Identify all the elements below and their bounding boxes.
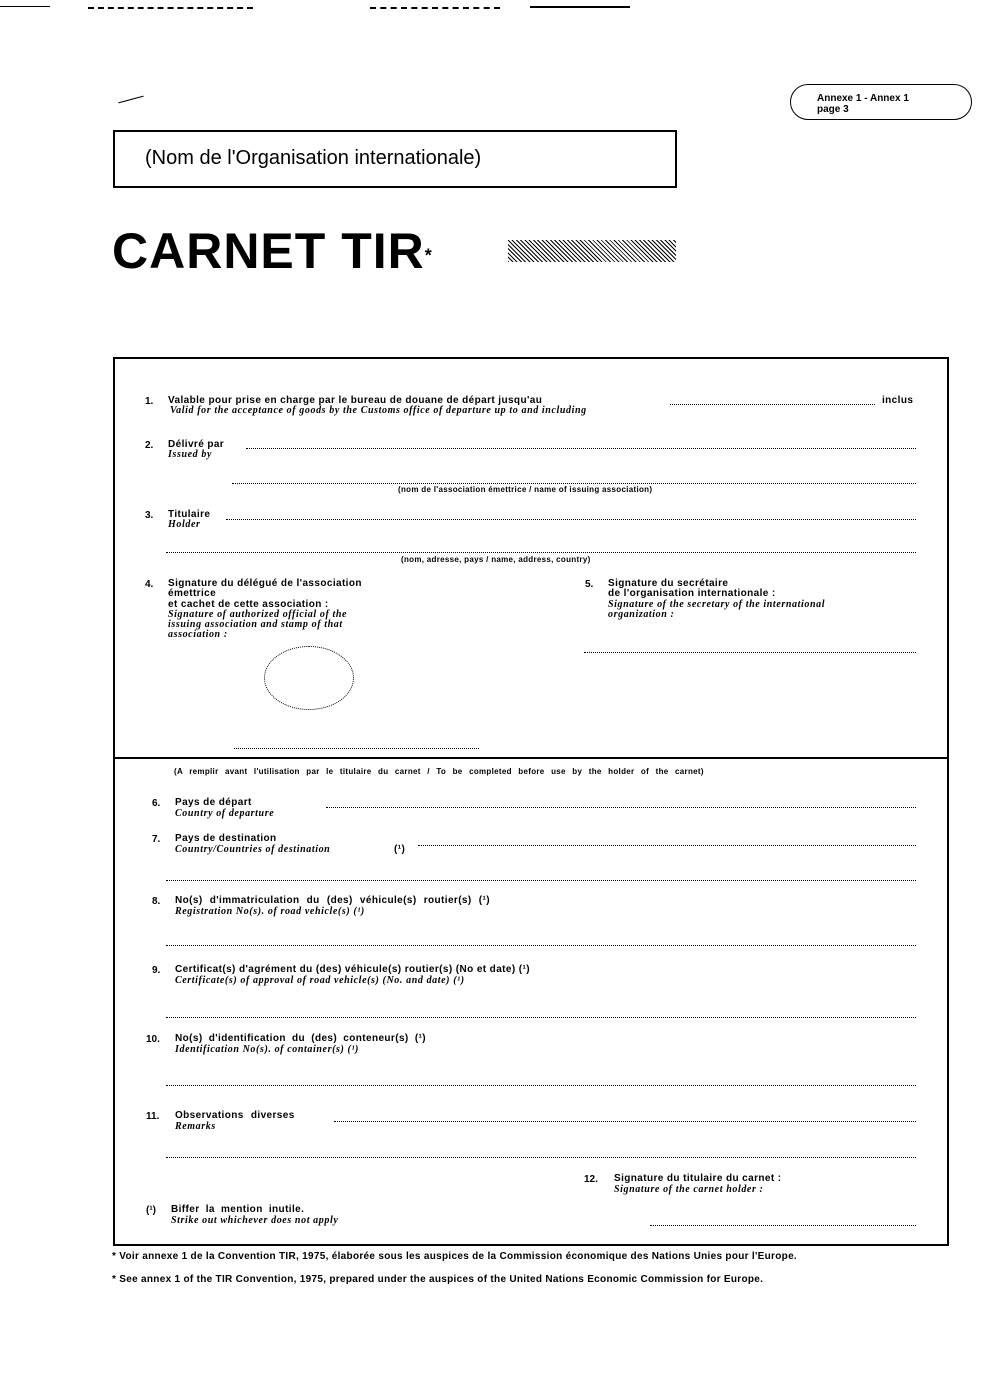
scan-artifact-top xyxy=(0,6,50,7)
item-9-certificate-field[interactable] xyxy=(166,1017,916,1018)
item-11-remarks-field-2[interactable] xyxy=(166,1157,916,1158)
item-9-label-en: Certificate(s) of approval of road vehicle(s) (No. and date) (¹) xyxy=(175,975,465,986)
item-11-label-en: Remarks xyxy=(175,1121,216,1132)
item-11-number: 11. xyxy=(146,1111,160,1122)
footnote-label-fr: Biffer la mention inutile. xyxy=(171,1204,305,1215)
item-8-label-fr: No(s) d'immatriculation du (des) véhicule(s) routier(s) (¹) xyxy=(175,895,490,906)
item-8-registration-field[interactable] xyxy=(166,945,916,946)
item-2-caption: (nom de l'association émettrice / name of issuing association) xyxy=(398,485,653,494)
item-6-number: 6. xyxy=(152,798,161,809)
item-4-label-fr-3: et cachet de cette association : xyxy=(168,599,329,610)
item-5-label-fr-2: de l'organisation internationale : xyxy=(608,588,776,599)
item-5-label-fr-1: Signature du secrétaire xyxy=(608,578,729,589)
annex-line1: Annexe 1 - Annex 1 xyxy=(817,93,909,104)
item-10-container-field[interactable] xyxy=(166,1085,916,1086)
item-2-issuer-field[interactable] xyxy=(246,448,916,449)
item-11-remarks-field[interactable] xyxy=(334,1121,916,1122)
item-7-label-en: Country/Countries of destination xyxy=(175,844,331,855)
item-7-number: 7. xyxy=(152,834,161,845)
item-4-label-en-3: association : xyxy=(168,629,228,640)
item-9-label-fr: Certificat(s) d'agrément du (des) véhicule(s) routier(s) (No et date) (¹) xyxy=(175,964,530,975)
annex-line2: page 3 xyxy=(817,104,849,115)
item-4-label-en-1: Signature of authorized official of the xyxy=(168,609,348,620)
item-6-country-field[interactable] xyxy=(326,807,916,808)
item-12-number: 12. xyxy=(584,1174,598,1185)
scan-artifact-mark xyxy=(118,96,143,104)
item-12-label-en: Signature of the carnet holder : xyxy=(614,1184,764,1195)
scan-artifact-top xyxy=(530,6,630,8)
item-3-label-fr: Titulaire xyxy=(168,509,211,520)
footnote-en: * See annex 1 of the TIR Convention, 1975, prepared under the auspices of the United Nations Economic Commission for Europe. xyxy=(112,1274,764,1285)
item-7-label-fr: Pays de destination xyxy=(175,833,277,844)
item-1-number: 1. xyxy=(145,396,154,407)
item-2-label-fr: Délivré par xyxy=(168,439,225,450)
document-title xyxy=(112,222,432,280)
item-10-label-en: Identification No(s). of container(s) (¹) xyxy=(175,1044,359,1055)
item-12-signature-field[interactable] xyxy=(650,1225,916,1226)
item-5-number: 5. xyxy=(585,579,594,590)
item-3-holder-field-2[interactable] xyxy=(166,552,916,553)
item-1-suffix: inclus xyxy=(882,395,914,406)
scan-artifact-top xyxy=(88,7,253,9)
title-asterisk: * xyxy=(424,245,432,266)
item-2-label-en: Issued by xyxy=(168,449,213,460)
item-10-number: 10. xyxy=(146,1034,160,1045)
item-11-label-fr: Observations diverses xyxy=(175,1110,295,1121)
title-text: CARNET TIR xyxy=(112,223,425,279)
item-8-number: 8. xyxy=(152,896,161,907)
item-8-label-en: Registration No(s). of road vehicle(s) (¹) xyxy=(175,906,365,917)
item-7-destination-field-2[interactable] xyxy=(166,880,916,881)
item-1-label-en: Valid for the acceptance of goods by the Customs office of departure up to and including xyxy=(170,405,587,416)
organisation-name: (Nom de l'Organisation internationale) xyxy=(145,147,482,169)
item-4-label-en-2: issuing association and stamp of that xyxy=(168,619,343,630)
footnote-fr: * Voir annexe 1 de la Convention TIR, 1975, élaborée sous les auspices de la Commission économique des Nations Unies pour l'Europe. xyxy=(112,1251,798,1262)
item-3-label-en: Holder xyxy=(168,519,201,530)
organisation-name-box xyxy=(113,130,677,188)
item-1-label-fr: Valable pour prise en charge par le bureau de douane de départ jusqu'au xyxy=(168,395,543,406)
item-1-date-field[interactable] xyxy=(670,404,875,405)
item-5-label-en-2: organization : xyxy=(608,609,675,620)
item-4-label-fr-2: émettrice xyxy=(168,588,217,599)
scan-artifact-top xyxy=(370,7,500,9)
item-5-label-en-1: Signature of the secretary of the international xyxy=(608,599,826,610)
carnet-number-field xyxy=(508,240,676,262)
item-2-issuer-field-2[interactable] xyxy=(232,483,916,484)
item-6-label-en: Country of departure xyxy=(175,808,275,819)
footnote-label-en: Strike out whichever does not apply xyxy=(171,1215,339,1226)
item-12-label-fr: Signature du titulaire du carnet : xyxy=(614,1173,782,1184)
item-5-signature-field[interactable] xyxy=(584,652,916,653)
completion-note: (A remplir avant l'utilisation par le titulaire du carnet / To be completed before use by the holder of the carnet) xyxy=(174,767,704,776)
stamp-placeholder xyxy=(264,646,354,710)
item-7-ref: (¹) xyxy=(394,844,406,855)
item-3-holder-field[interactable] xyxy=(226,519,916,520)
section-divider xyxy=(113,757,949,759)
item-3-number: 3. xyxy=(145,510,154,521)
annex-reference xyxy=(790,84,972,120)
item-4-number: 4. xyxy=(145,579,154,590)
item-9-number: 9. xyxy=(152,965,161,976)
item-6-label-fr: Pays de départ xyxy=(175,797,252,808)
item-10-label-fr: No(s) d'identification du (des) conteneur(s) (¹) xyxy=(175,1033,427,1044)
footnote-ref: (¹) xyxy=(146,1205,156,1216)
item-2-number: 2. xyxy=(145,440,154,451)
item-3-caption: (nom, adresse, pays / name, address, country) xyxy=(398,555,594,564)
item-4-label-fr-1: Signature du délégué de l'association xyxy=(168,578,362,589)
item-4-signature-field[interactable] xyxy=(234,748,479,749)
item-7-destination-field[interactable] xyxy=(418,845,916,846)
